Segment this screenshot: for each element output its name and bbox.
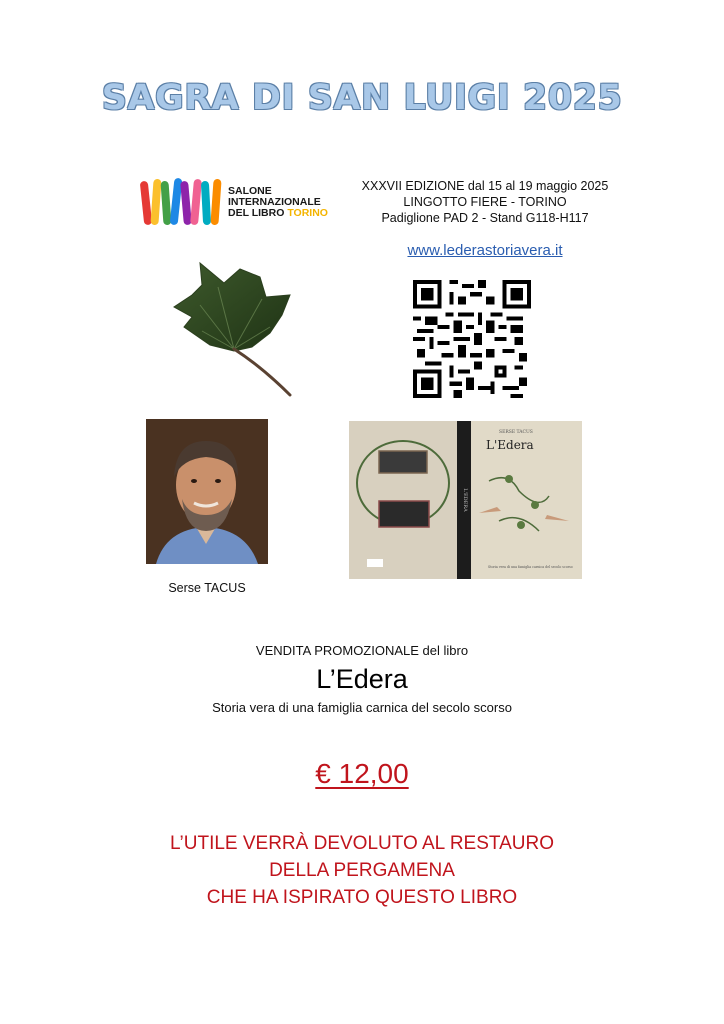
author-photo	[146, 419, 268, 564]
price-value: € 12,00	[315, 758, 409, 789]
event-edition: XXXVII EDIZIONE dal 15 al 19 maggio 2025	[361, 179, 609, 193]
donation-line-2: DELLA PERGAMENA	[269, 860, 455, 881]
page-title: SAGRA DI SAN LUIGI 2025	[101, 78, 623, 118]
logo-wordmark: SALONE INTERNAZIONALE DEL LIBRO TORINO	[228, 185, 328, 219]
event-details	[340, 178, 630, 226]
event-venue: LINGOTTO FIERE - TORINO	[403, 195, 567, 209]
price	[0, 758, 724, 790]
qr-code[interactable]	[413, 280, 531, 398]
book-cover-image	[349, 421, 582, 579]
book-cover-author: SERSE TACUS	[499, 430, 533, 435]
event-stand: Padiglione PAD 2 - Stand G118-H117	[381, 211, 589, 225]
book-subtitle: Storia vera di una famiglia carnica del secolo scorso	[212, 700, 512, 715]
book-cover-title: L'Edera	[486, 438, 534, 452]
author-name: Serse TACUS	[168, 581, 246, 595]
ivy-leaf-image	[162, 255, 322, 405]
book-spine-text: L'EDERA	[462, 488, 468, 512]
book-cover-subtitle: Storia vera di una famiglia carnica del secolo scorso	[488, 565, 573, 569]
promo-heading: VENDITA PROMOZIONALE del libro	[255, 643, 469, 658]
donation-line-3: CHE HA ISPIRATO QUESTO LIBRO	[206, 887, 518, 908]
donation-line-1: L’UTILE VERRÀ DEVOLUTO AL RESTAURO	[170, 833, 554, 854]
donation-notice	[0, 830, 724, 911]
book-title: L’Edera	[316, 664, 408, 694]
website-link[interactable]: www.lederastoriavera.it	[407, 242, 563, 259]
